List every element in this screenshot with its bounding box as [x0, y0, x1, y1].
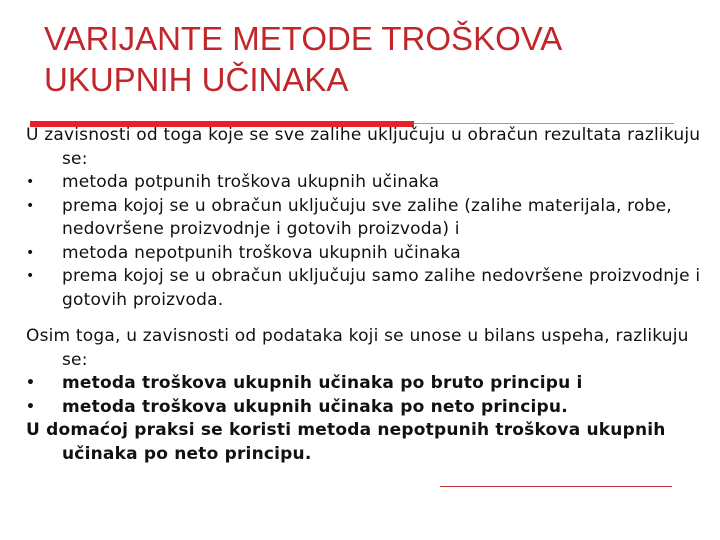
bullet-text: metoda troškova ukupnih učinaka po neto principu. [62, 396, 568, 417]
slide-title [44, 18, 684, 100]
bullet-dot-icon: • [26, 197, 35, 214]
slide-title-line-1: VARIJANTE METODE TROŠKOVA [44, 20, 563, 57]
bullet-dot-icon: • [26, 174, 35, 190]
bullet-text: prema kojoj se u obračun uključuju samo zalihe nedovršene proizvodnje i gotovih proizvoda. [62, 266, 701, 310]
bullet-item [26, 171, 706, 195]
bullet-dot-icon: • [26, 244, 35, 261]
bullet-text: metoda nepotpunih troškova ukupnih učinaka [62, 242, 461, 263]
bullet-item [26, 265, 706, 312]
bullet-text: prema kojoj se u obračun uključuju sve zalihe (zalihe materijala, robe, nedovršene proizvodnje i gotovih proizvoda) i [62, 195, 672, 239]
bullet-dot-icon: • [26, 398, 36, 415]
section2-conclusion: U domaćoj praksi se koristi metoda nepotpunih troškova ukupnih učinaka po neto principu. [26, 420, 666, 464]
paragraph-gap [26, 312, 706, 325]
slide-title-line-2: UKUPNIH UČINAKA [44, 61, 349, 98]
bullet-item [26, 396, 706, 420]
footer-divider-line [440, 486, 672, 487]
bullet-item [26, 242, 706, 266]
slide-body [26, 124, 706, 466]
bullet-text: metoda potpunih troškova ukupnih učinaka [62, 172, 440, 192]
bullet-text: metoda troškova ukupnih učinaka po bruto principu i [62, 373, 583, 393]
section1-intro: U zavisnosti od toga koje se sve zalihe uključuju u obračun rezultata razlikuju se: [26, 125, 701, 169]
bullet-dot-icon: • [26, 268, 35, 284]
bullet-item [26, 372, 706, 396]
bullet-dot-icon: • [26, 375, 36, 391]
section2-intro: Osim toga, u zavisnosti od podataka koji se unose u bilans uspeha, razlikuju se: [26, 326, 689, 370]
bullet-item [26, 195, 706, 242]
